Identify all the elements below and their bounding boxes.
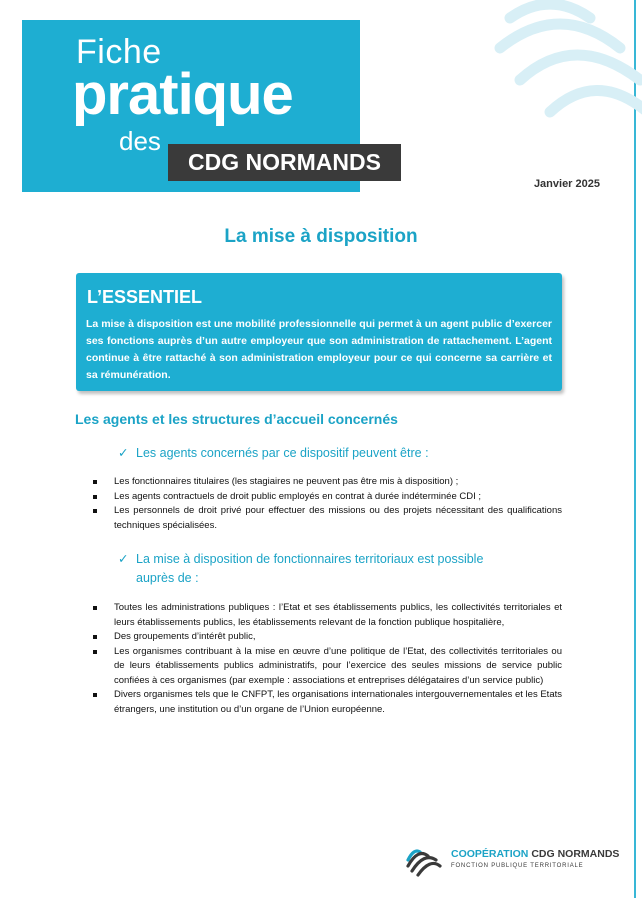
list-item: Les fonctionnaires titulaires (les stagiaires ne peuvent pas être mis à disposition) ; — [92, 475, 562, 490]
subheading-agents — [118, 443, 538, 463]
list-item: Divers organismes tels que le CNFPT, les organisations internationales intergouvernementales et les Etats étrangers, une institution ou d’un organe de l’Union européenne. — [92, 688, 562, 717]
subheading-structures — [118, 549, 548, 589]
footer-logo — [404, 838, 620, 883]
essentiel-box — [76, 273, 562, 391]
logo-subtitle: FONCTION PUBLIQUE TERRITORIALE — [451, 863, 584, 869]
decorative-stripes-icon — [480, 0, 642, 130]
logo-word-cdg: CDG NORMANDS — [531, 848, 620, 860]
header-fiche: Fiche — [76, 33, 162, 71]
check-icon: ✓ — [118, 446, 129, 460]
essentiel-text: La mise à disposition est une mobilité professionnelle qui permet à un agent public d’exercer ses fonctions auprès d’un autre employeur que son administration de rattachement. L’agent continue à être rattaché à son administration employeur pour ce qui concerne sa carrière et sa rémunération. — [86, 318, 552, 381]
logo-title — [451, 848, 619, 860]
header-des: des — [119, 126, 161, 156]
document-date: Janvier 2025 — [533, 178, 600, 190]
subheading-agents-text: Les agents concernés par ce dispositif peuvent être : — [136, 446, 429, 460]
section-title: Les agents et les structures d’accueil concernés — [75, 411, 398, 427]
list-item: Les organismes contribuant à la mise en œuvre d’une politique de l’Etat, des collectivités territoriales ou de leurs établissements publics administratifs, pour l’exercice des seules missions de service public confiées à ces organismes (par exemple : associations et entreprises délégataires d’un service public) — [92, 645, 562, 689]
agents-list — [92, 475, 562, 533]
subheading-structures-line2: auprès de : — [136, 571, 199, 585]
header-pratique: pratique — [72, 62, 293, 127]
subheading-structures-line1: La mise à disposition de fonctionnaires territoriaux est possible — [136, 552, 484, 566]
structures-list — [92, 601, 562, 717]
cooperation-logo-icon — [404, 838, 444, 878]
list-item: Les personnels de droit privé pour effectuer des missions ou des projets nécessitant des qualifications techniques spécialisées. — [92, 504, 562, 533]
header-cdg-badge: CDG NORMANDS — [168, 144, 401, 181]
list-item: Des groupements d’intérêt public, — [92, 630, 562, 645]
check-icon: ✓ — [118, 552, 129, 566]
logo-word-cooperation: COOPÉRATION — [451, 848, 529, 860]
page-title: La mise à disposition — [224, 226, 418, 247]
list-item: Toutes les administrations publiques : l’Etat et ses établissements publics, les collectivités territoriales et leurs établissements publics, les établissements relevant de la fonction publique hospitalière, — [92, 601, 562, 630]
essentiel-title: L’ESSENTIEL — [87, 287, 203, 307]
list-item: Les agents contractuels de droit public employés en contrat à durée indéterminée CDI ; — [92, 490, 562, 505]
